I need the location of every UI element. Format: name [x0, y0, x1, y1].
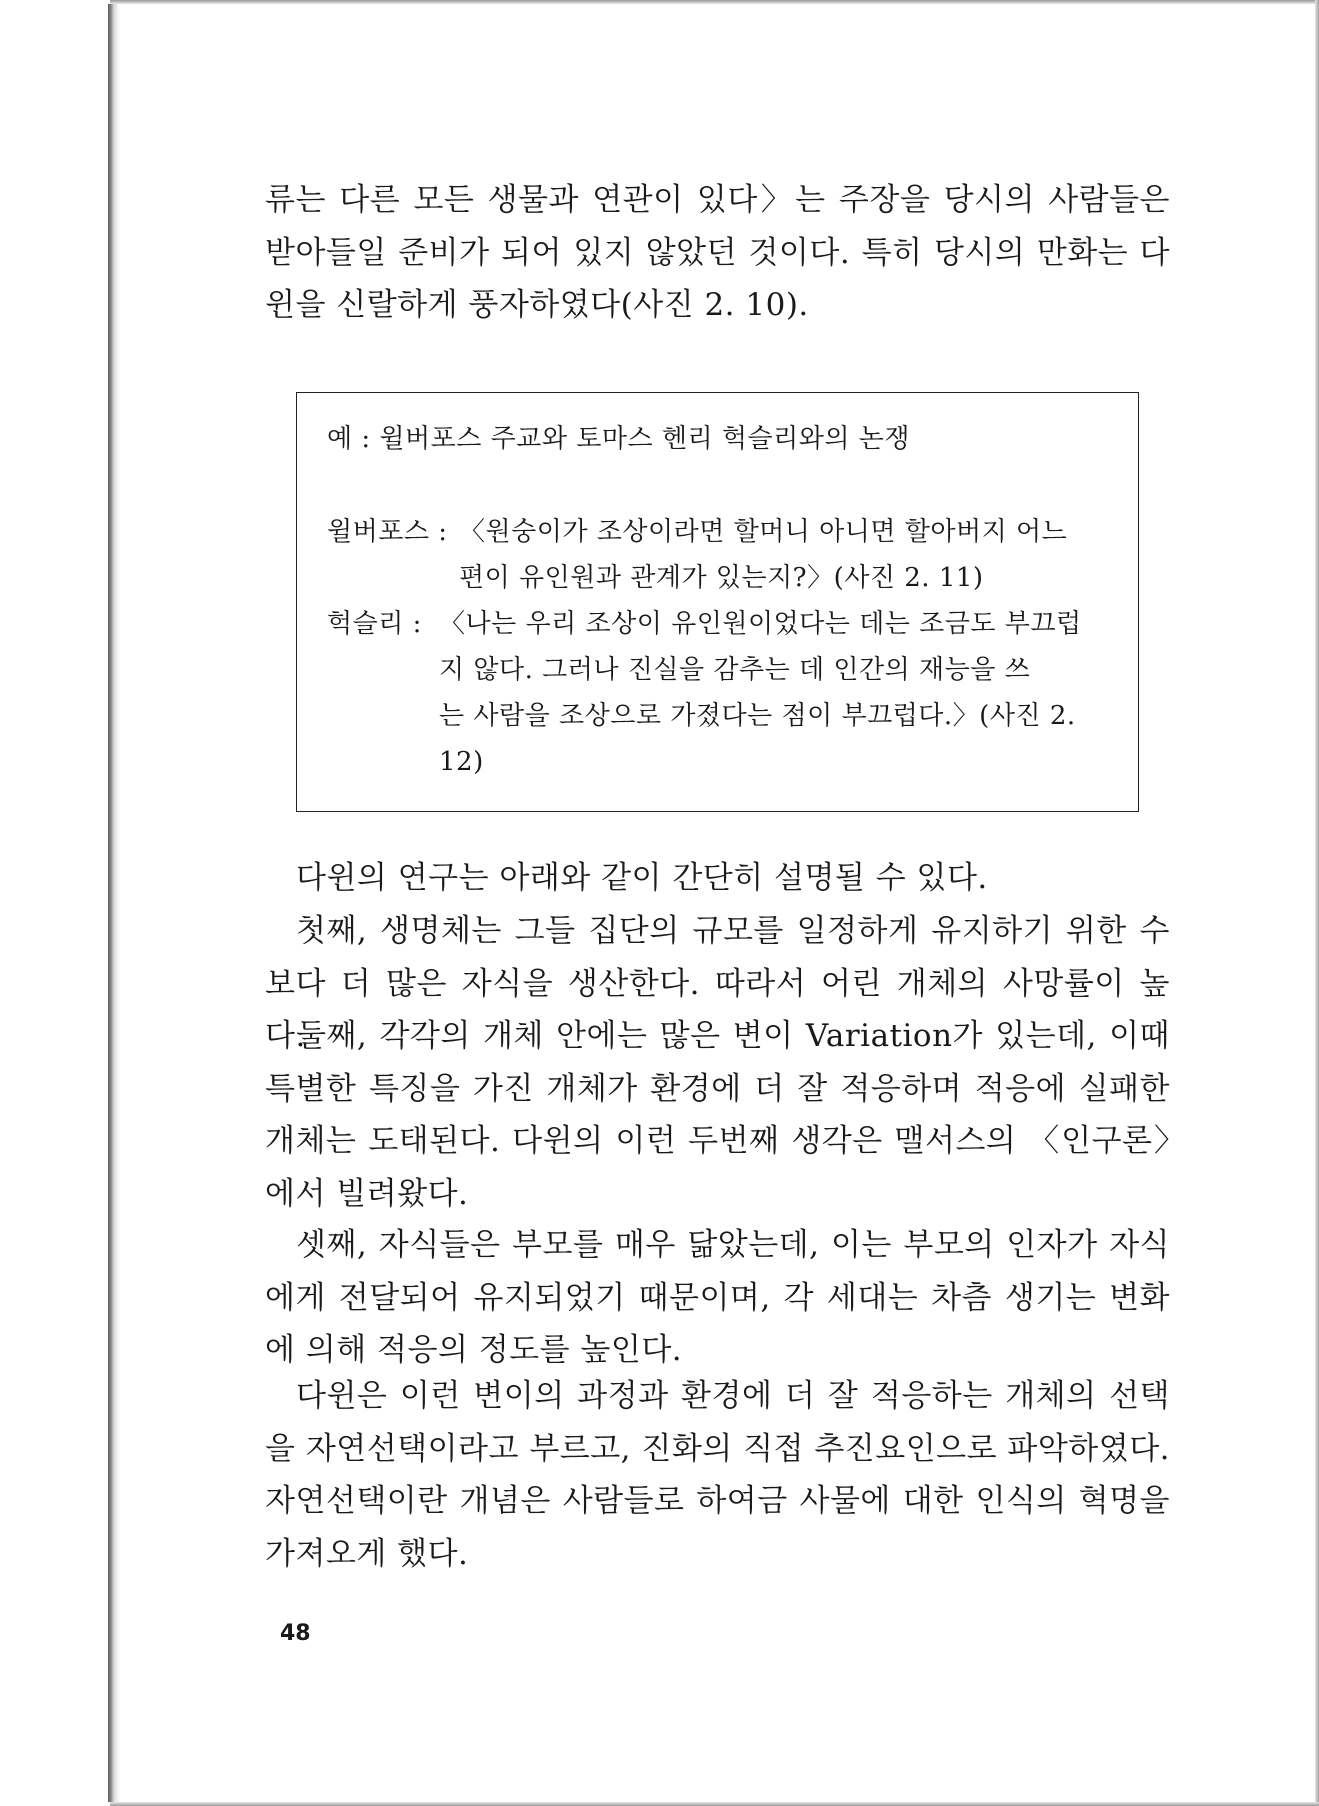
book-spine-edge [108, 4, 120, 1802]
page-top-edge [110, 0, 1319, 4]
speech-line: 지 않다. 그러나 진실을 감추는 데 인간의 재능을 쓰 [439, 655, 1031, 685]
paragraph: 다윈은 이런 변이의 과정과 환경에 더 잘 적응하는 개체의 선택을 자연선택이라고 부르고, 진화의 직접 추진요인으로 파악하였다. 자연선택이란 개념은 사람들로 하여금 사물에 대한 인식의 혁명을 가져오게 했다. [265, 1378, 1170, 1572]
paragraph: 셋째, 자식들은 부모를 매우 닮았는데, 이는 부모의 인자가 자식에게 전달되어 유지되었기 때문이며, 각 세대는 차츰 생기는 변화에 의해 적응의 정도를 높인다. [265, 1227, 1170, 1368]
speaker-label: 헉슬리 : [327, 609, 422, 639]
paragraph: 첫째, 생명체는 그들 집단의 규모를 일정하게 유지하기 위한 수보다 더 많은 자식을 생산한다. 따라서 어린 개체의 사망률이 높다. [265, 913, 1170, 1054]
speech-line: 〈원숭이가 조상이라면 할머니 아니면 할아버지 어느 [459, 517, 1068, 547]
page-bottom-edge [110, 1802, 1319, 1806]
example-heading: 예 : 윌버포스 주교와 토마스 헨리 헉슬리와의 논쟁 [327, 424, 910, 454]
speech-line: 12) [439, 747, 484, 777]
dialogue-wilberforce [327, 509, 1117, 601]
page-number: 48 [280, 1621, 311, 1646]
paragraph-continued: 류는 다른 모든 생물과 연관이 있다〉는 주장을 당시의 사람들은 받아들일 준비가 되어 있지 않았던 것이다. 특히 당시의 만화는 다윈을 신랄하게 풍자하였다(사진 2. 10). [265, 182, 1170, 323]
page-right-edge [1315, 0, 1319, 1806]
speech-text [459, 509, 1117, 601]
paragraph: 다윈의 연구는 아래와 같이 간단히 설명될 수 있다. [296, 860, 988, 896]
speech-line: 편이 유인원과 관계가 있는지?〉(사진 2. 11) [459, 563, 984, 593]
dialogue-huxley [327, 601, 1117, 785]
speaker-label: 윌버포스 : [327, 517, 448, 547]
paragraph: 둘째, 각각의 개체 안에는 많은 변이 Variation가 있는데, 이때 특별한 특징을 가진 개체가 환경에 더 잘 적응하며 적응에 실패한 개체는 도태된다. 다윈의 이런 두번째 생각은 맬서스의 〈인구론〉에서 빌려왔다. [265, 1018, 1170, 1212]
example-box [296, 392, 1139, 812]
speech-line: 〈나는 우리 조상이 유인원이었다는 데는 조금도 부끄럽 [439, 609, 1082, 639]
speech-text [439, 601, 1117, 785]
speech-line: 는 사람을 조상으로 가졌다는 점이 부끄럽다.〉(사진 2. [439, 701, 1076, 731]
